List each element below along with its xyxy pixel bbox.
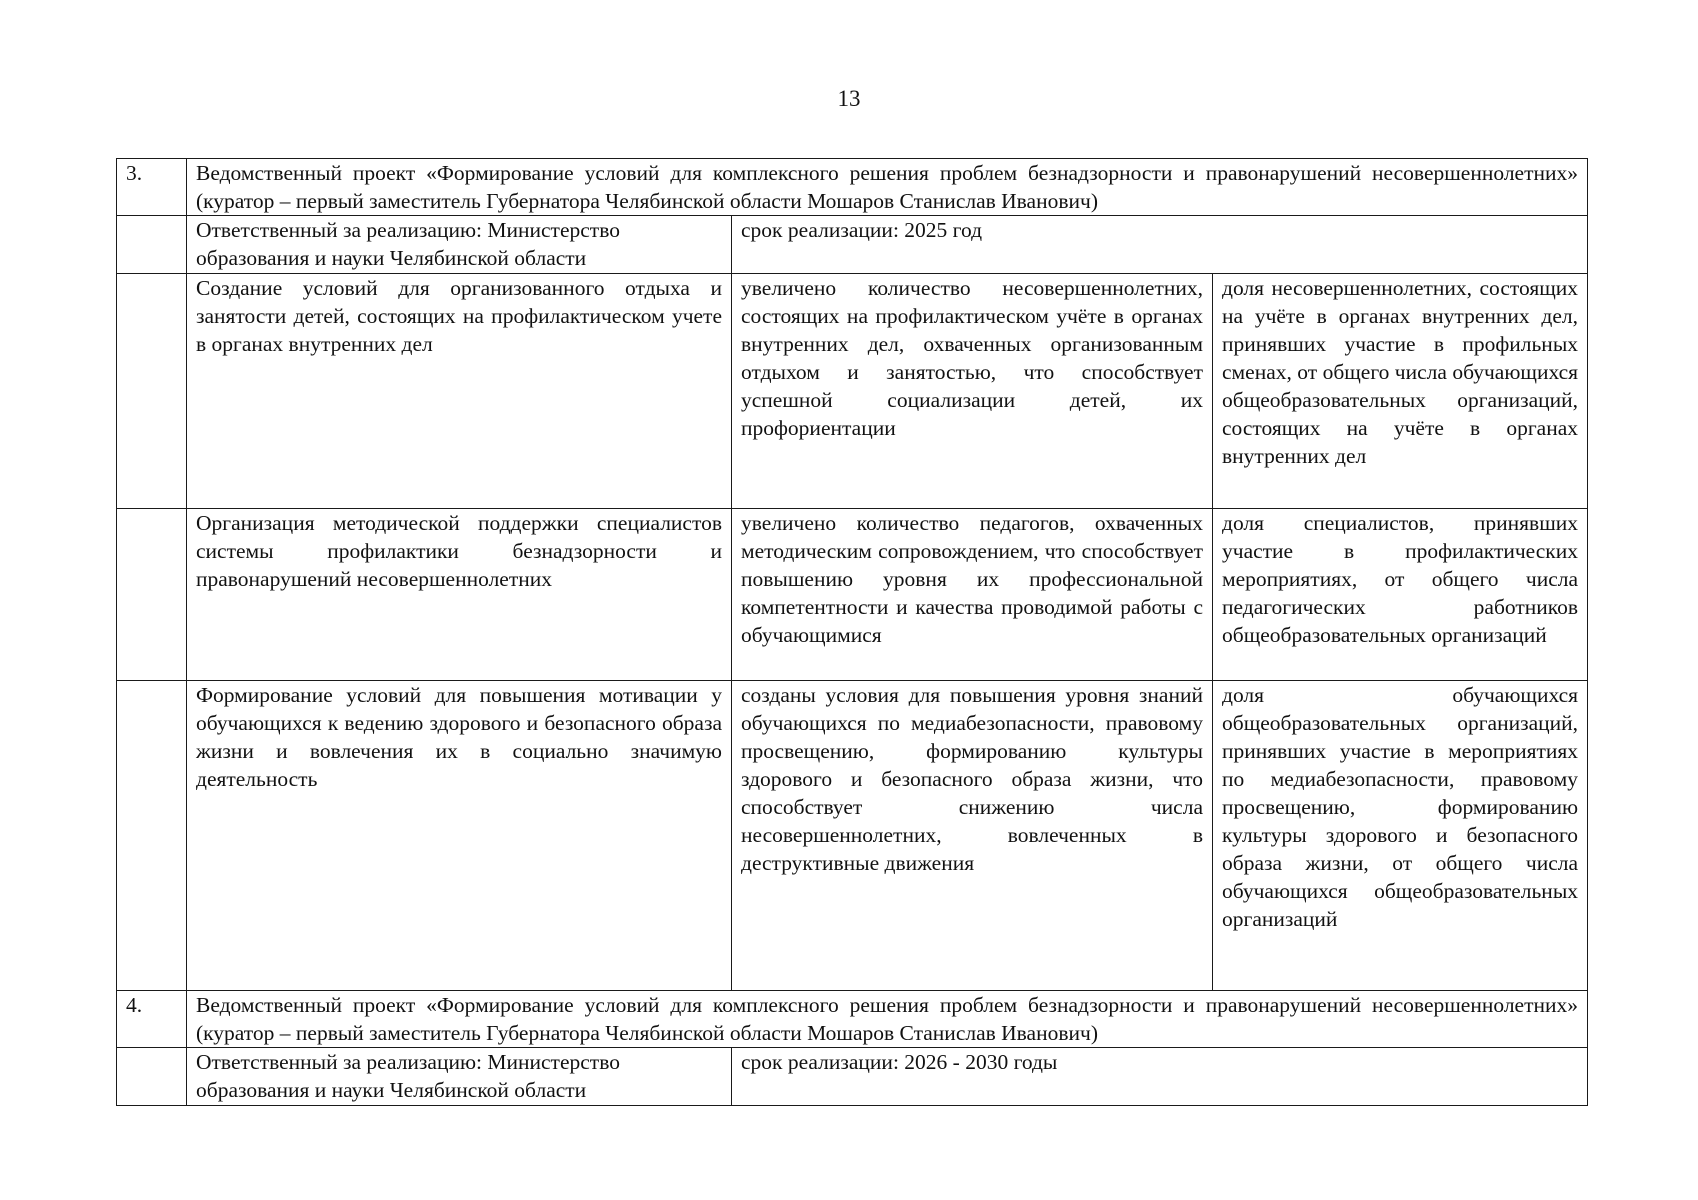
responsible-cell: Ответственный за реализацию: Министерство образования и науки Челябинской области xyxy=(187,216,732,274)
table-row xyxy=(117,509,1588,681)
project-heading-row xyxy=(117,159,1588,216)
project-title: Ведомственный проект «Формирование условий для комплексного решения проблем безнадзорности и правонарушений несовершеннолетних» (куратор – первый заместитель Губернатора Челябинской области Мошаров Станислав Иванович) xyxy=(187,991,1588,1048)
section-number: 4. xyxy=(117,991,187,1048)
task-cell: Формирование условий для повышения мотивации у обучающихся к ведению здорового и безопасного образа жизни и вовлечения их в социально значимую деятельность xyxy=(187,681,732,991)
responsible-cell: Ответственный за реализацию: Министерство образования и науки Челябинской области xyxy=(187,1048,732,1106)
indicator-cell: доля обучающихся общеобразовательных организаций, принявших участие в мероприятиях по медиабезопасности, правовому просвещению, формированию культуры здорового и безопасного образа жизни, от общего числа обучающихся общеобразовательных организаций xyxy=(1213,681,1588,991)
projects-table xyxy=(116,158,1588,1106)
empty-cell xyxy=(117,1048,187,1106)
project-title: Ведомственный проект «Формирование условий для комплексного решения проблем безнадзорности и правонарушений несовершеннолетних» (куратор – первый заместитель Губернатора Челябинской области Мошаров Станислав Иванович) xyxy=(187,159,1588,216)
section-number: 3. xyxy=(117,159,187,216)
empty-cell xyxy=(117,216,187,274)
result-cell: созданы условия для повышения уровня знаний обучающихся по медиабезопасности, правовому просвещению, формированию культуры здорового и безопасного образа жизни, что способствует снижению числа несовершеннолетних, вовлеченных в деструктивные движения xyxy=(732,681,1213,991)
page-number: 13 xyxy=(837,86,861,111)
deadline-cell: срок реализации: 2026 - 2030 годы xyxy=(732,1048,1588,1106)
indicator-cell: доля специалистов, принявших участие в профилактических мероприятиях, от общего числа педагогических работников общеобразовательных организаций xyxy=(1213,509,1588,681)
table-row xyxy=(117,681,1588,991)
empty-cell xyxy=(117,509,187,681)
indicator-cell: доля несовершеннолетних, состоящих на учёте в органах внутренних дел, принявших участие в профильных сменах, от общего числа обучающихся общеобразовательных организаций, состоящих на учёте в органах внутренних дел xyxy=(1213,274,1588,509)
table-row xyxy=(117,274,1588,509)
empty-cell xyxy=(117,274,187,509)
result-cell: увеличено количество несовершеннолетних, состоящих на профилактическом учёте в органах внутренних дел, охваченных организованным отдыхом и занятостью, что способствует успешной социализации детей, их профориентации xyxy=(732,274,1213,509)
responsible-row xyxy=(117,1048,1588,1106)
result-cell: увеличено количество педагогов, охваченных методическим сопровождением, что способствует повышению уровня их профессиональной компетентности и качества проводимой работы с обучающимися xyxy=(732,509,1213,681)
project-heading-row xyxy=(117,991,1588,1048)
task-cell: Создание условий для организованного отдыха и занятости детей, состоящих на профилактическом учете в органах внутренних дел xyxy=(187,274,732,509)
deadline-cell: срок реализации: 2025 год xyxy=(732,216,1588,274)
task-cell: Организация методической поддержки специалистов системы профилактики безнадзорности и правонарушений несовершеннолетних xyxy=(187,509,732,681)
responsible-row xyxy=(117,216,1588,274)
empty-cell xyxy=(117,681,187,991)
